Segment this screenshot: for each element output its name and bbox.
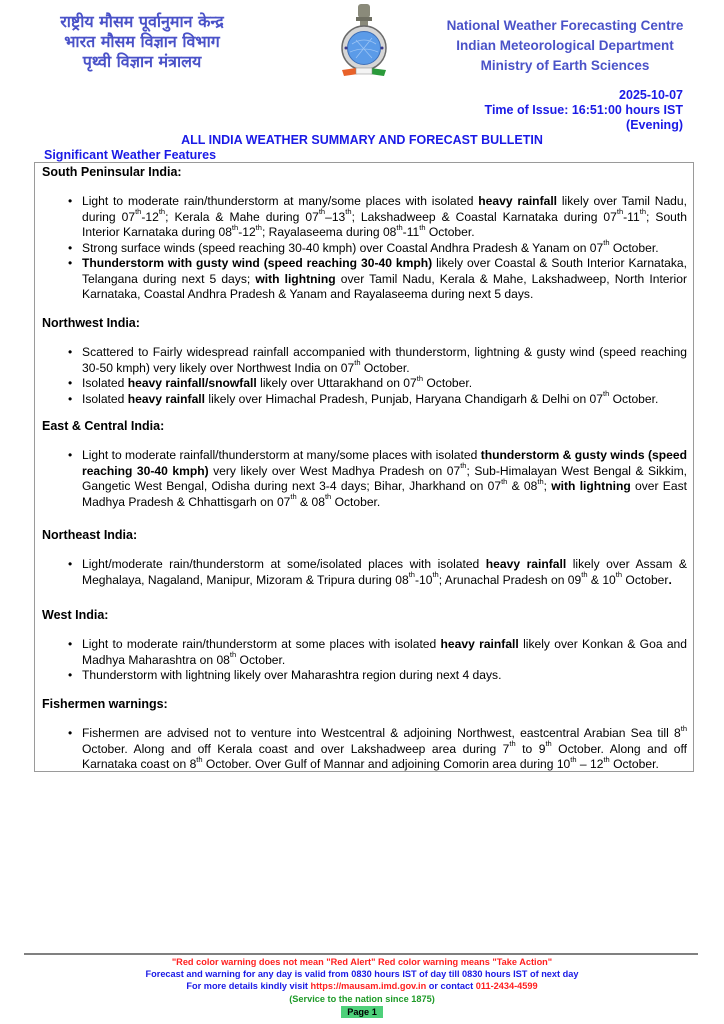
imd-emblem-icon: [336, 2, 392, 84]
details-prefix: For more details kindly visit: [186, 981, 311, 992]
bullet-item: • Isolated heavy rainfall/snowfall likely over Uttarakhand on 07th October.: [82, 376, 687, 392]
phone-number: 011-2434-4599: [475, 981, 538, 992]
section-south-peninsular: [42, 164, 687, 303]
weather-features-box: [34, 162, 694, 772]
contact-prefix: or contact: [426, 981, 476, 992]
significant-features-title: Significant Weather Features: [44, 148, 217, 162]
section-title: Northwest India:: [42, 316, 140, 330]
bullet-item: • Light to moderate rain/thunderstorm at many/some places with isolated heavy rainfall likely over Tamil Nadu, during 07th-12th; Kerala & Mahe during 07th–13th; Lakshadweep & Coastal Karnataka during 07th-11th; South Interior Karnataka during 08th-12th; Rayalaseema during 08th-11th October.: [82, 194, 687, 241]
bullet-item: • Light/moderate rain/thunderstorm at some/isolated places with isolated heavy rainfall likely over Assam & Meghalaya, Nagaland, Manipur, Mizoram & Tripura during 08th-10th; Arunachal Pradesh on 09th & 10th October.: [82, 557, 687, 588]
bullet-list: [42, 557, 687, 588]
hindi-line-2: भारत मौसम विज्ञान विभाग: [64, 32, 220, 51]
section-west: [42, 607, 687, 684]
bullet-list: [42, 448, 687, 510]
bullet-item: • Light to moderate rainfall/thunderstorm at many/some places with isolated thunderstorm & gusty winds (speed reaching 30-40 kmph) very likely over West Madhya Pradesh on 07th; Sub-Himalayan West Bengal & Sikkim, Gangetic West Bengal, Odisha during next 3-4 days; Bihar, Jharkhand on 07th & 08th; with lightning over East Madhya Pradesh & Chhattisgarh on 07th & 08th October.: [82, 448, 687, 510]
bullet-item: • Thunderstorm with gusty wind (speed reaching 30-40 kmph) likely over Coastal & South Interior Karnataka, Telangana during next 5 days; with lightning over Tamil Nadu, Kerala & Mahe, Lakshadweep, North Interior Karnataka, Coastal Andhra Pradesh & Yanam and Rayalaseema during next 5 days.: [82, 256, 687, 303]
issue-time: Time of Issue: 16:51:00 hours IST: [484, 103, 683, 117]
bullet-item: • Light to moderate rain/thunderstorm at some places with isolated heavy rainfall likely over Konkan & Goa and Madhya Maharashtra on 08th October.: [82, 637, 687, 668]
service-note: (Service to the nation since 1875): [289, 993, 435, 1004]
bullet-list: [42, 194, 687, 303]
issue-period: (Evening): [626, 118, 683, 132]
moes-line: Ministry of Earth Sciences: [480, 58, 650, 73]
section-title: Fishermen warnings:: [42, 697, 168, 711]
red-warning-note: "Red color warning does not mean "Red Alert" Red color warning means "Take Action": [171, 957, 553, 967]
bullet-list: [42, 723, 687, 773]
section-northeast: [42, 527, 687, 588]
bulletin-title: ALL INDIA WEATHER SUMMARY AND FORECAST BULLETIN: [181, 133, 543, 147]
issue-date: 2025-10-07: [619, 88, 683, 102]
website-link[interactable]: https://mausam.imd.gov.in: [310, 981, 427, 992]
hindi-line-3: पृथ्वी विज्ञान मंत्रालय: [82, 52, 202, 71]
section-east-central: [42, 418, 687, 510]
section-fishermen-warnings: [42, 696, 687, 773]
hindi-letterhead: [52, 12, 232, 72]
bullet-item: • Thunderstorm with lightning likely over Maharashtra region during next 4 days.: [82, 668, 687, 684]
imd-line: Indian Meteorological Department: [456, 38, 674, 53]
section-northwest: [42, 315, 687, 407]
bullet-list: [42, 345, 687, 407]
footer: [0, 956, 724, 1018]
section-title: Northeast India:: [42, 528, 138, 542]
section-title: West India:: [42, 608, 109, 622]
nwfc-line: National Weather Forecasting Centre: [446, 18, 684, 33]
page-number-badge: Page 1: [341, 1006, 383, 1018]
contact-line: [0, 980, 724, 992]
bullet-list: [42, 637, 687, 684]
bullet-item: • Scattered to Fairly widespread rainfall accompanied with thunderstorm, lightning & gusty wind (speed reaching 30-50 kmph) very likely over Northwest India on 07th October.: [82, 345, 687, 376]
letterhead: [0, 0, 724, 92]
section-title: East & Central India:: [42, 419, 165, 433]
validity-note: Forecast and warning for any day is valid from 0830 hours IST of day till 0830 hours IST of next day: [145, 969, 579, 980]
bullet-item: • Strong surface winds (speed reaching 30-40 kmph) over Coastal Andhra Pradesh & Yanam on 07th October.: [82, 241, 687, 257]
footer-divider: [24, 953, 698, 955]
hindi-line-1: राष्ट्रीय मौसम पूर्वानुमान केन्द्र: [60, 12, 224, 31]
section-title: South Peninsular India:: [42, 165, 182, 179]
bullet-item: • Isolated heavy rainfall likely over Himachal Pradesh, Punjab, Haryana Chandigarh & Delhi on 07th October.: [82, 392, 687, 408]
bullet-item: • Fishermen are advised not to venture into Westcentral & adjoining Northwest, eastcentral Arabian Sea till 8th October. Along and off Kerala coast and over Lakshadweep area during 7th to 9th October. Along and off Karnataka coast on 8th October. Over Gulf of Mannar and adjoining Comorin area during 10th – 12th October.: [82, 726, 687, 773]
english-letterhead: [430, 16, 700, 76]
issue-info: [485, 88, 683, 133]
